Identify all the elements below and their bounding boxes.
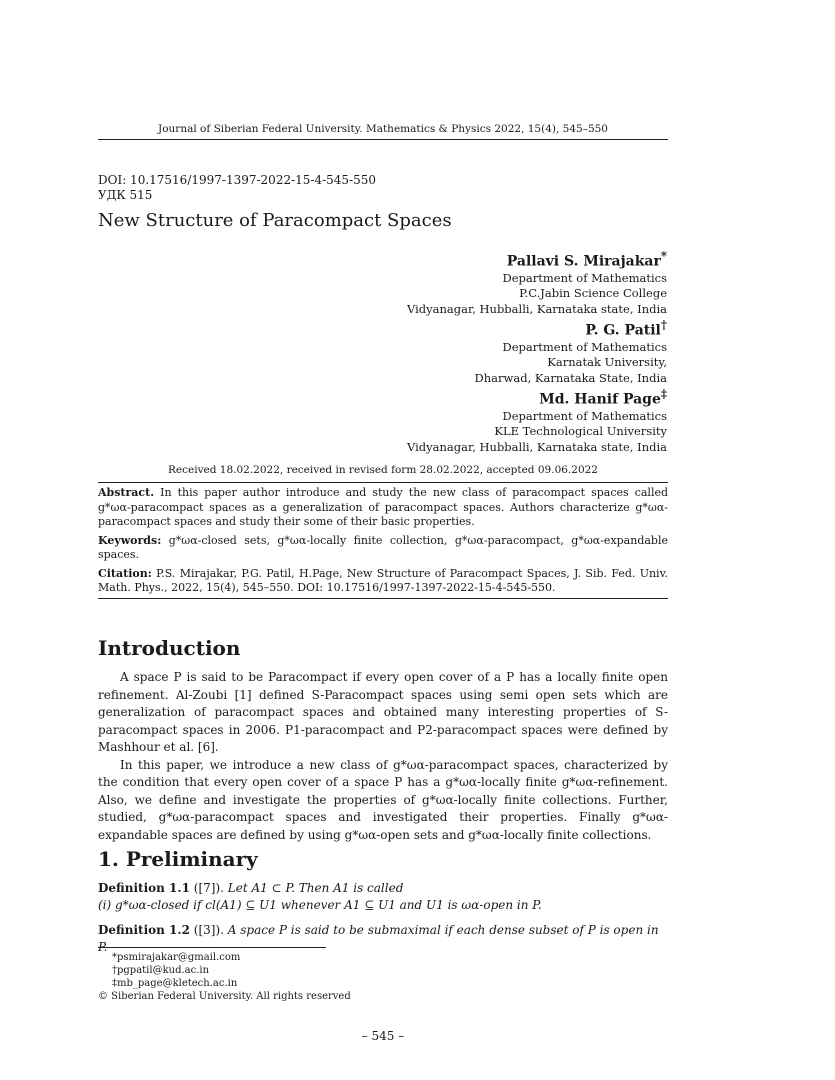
author-affil: KLE Technological University [494, 424, 667, 439]
citation: Citation: P.S. Mirajakar, P.G. Patil, H.Page, New Structure of Paracompact Spaces, J. Sib. Fed. Univ. Math. Phys., 2022, 15(4), 545–550. DOI: 10.17516/1997-1397-2022-15-4-545-550. [98, 566, 668, 594]
abstract-block [98, 486, 668, 600]
author-affil: Vidyanagar, Hubballi, Karnataka state, India [406, 301, 667, 316]
footnote-email[interactable]: ‡mb_page@kletech.ac.in [112, 978, 238, 989]
author-1 [247, 248, 667, 317]
copyright-note: © Siberian Federal University. All rights reserved [98, 991, 351, 1002]
page-number: – 545 – [361, 1029, 405, 1043]
keywords: Keywords: g*ωα-closed sets, g*ωα-locally finite collection, g*ωα-paracompact, g*ωα-expandable spaces. [98, 533, 668, 561]
definition-1-1: Definition 1.1 ([7]). Let A1 ⊂ P. Then A1 is called (i) g*ωα-closed if cl(A1) ⊆ U1 whenever A1 ⊆ U1 and U1 is ωα-open in P. [98, 881, 542, 912]
introduction-body [98, 669, 668, 844]
section-heading-introduction: Introduction [98, 636, 241, 660]
footnote-email[interactable]: †pgpatil@kud.ac.in [112, 965, 210, 976]
author-name: Md. Hanif Page‡ [539, 387, 667, 408]
definition-1-2: Definition 1.2 ([3]). A space P is said to be submaximal if each dense subset of P is open in P. [98, 923, 659, 954]
footnote-email[interactable]: *psmirajakar@gmail.com [112, 952, 241, 963]
header-rule [98, 139, 668, 140]
author-affil: Vidyanagar, Hubballi, Karnataka state, India [406, 439, 667, 454]
author-block [247, 248, 667, 455]
intro-paragraph: A space P is said to be Paracompact if every open cover of a P has a locally finite open refinement. Al-Zoubi [1] defined S-Paracompact spaces using semi open sets which are generalization of paracompact spaces and obtained many interesting properties of S-paracompact spaces in 2006. P1-paracompact and P2-paracompact spaces were defined by Mashhour et al. [6]. [98, 670, 668, 754]
author-name: Pallavi S. Mirajakar* [506, 249, 667, 270]
abstract: Abstract. In this paper author introduce and study the new class of paracompact spaces called g*ωα-paracompact spaces as a generalization of paracompact spaces. Authors characterize g*ωα-paracompact spaces and study their some of their basic properties. [98, 486, 669, 528]
footnotes [98, 951, 351, 1003]
doi-line[interactable]: DOI: 10.17516/1997-1397-2022-15-4-545-550 [98, 173, 377, 187]
journal-header: Journal of Siberian Federal University. Mathematics & Physics 2022, 15(4), 545–550 [158, 123, 608, 135]
abstract-top-rule [98, 482, 668, 483]
author-affil: Department of Mathematics [502, 408, 667, 423]
intro-paragraph: In this paper, we introduce a new class of g*ωα-paracompact spaces, characterized by the condition that every open cover of a space P has a g*ωα-locally finite g*ωα-refinement. Also, we define and investigate the properties of g*ωα-locally finite collections. Further, studied, g*ωα-paracompact spaces and investigated their properties. Finally g*ωα-expandable spaces are defined by using g*ωα-open sets and g*ωα-locally finite collections. [98, 757, 668, 842]
udk-line: УДК 515 [98, 188, 153, 202]
section-heading-preliminary: 1. Preliminary [98, 847, 258, 871]
received-dates: Received 18.02.2022, received in revised form 28.02.2022, accepted 09.06.2022 [168, 464, 598, 476]
author-name: P. G. Patil† [585, 318, 667, 339]
author-affil: Dharwad, Karnataka State, India [474, 370, 667, 385]
abstract-bottom-rule [98, 598, 668, 599]
author-2 [247, 317, 667, 386]
author-affil: P.C.Jabin Science College [519, 286, 667, 301]
author-affil: Department of Mathematics [502, 270, 667, 285]
paper-title: New Structure of Paracompact Spaces [98, 210, 452, 231]
author-3 [247, 386, 667, 455]
doi-block [98, 173, 376, 203]
author-affil: Karnatak University, [547, 355, 667, 370]
author-affil: Department of Mathematics [502, 339, 667, 354]
footnote-rule [98, 947, 326, 948]
